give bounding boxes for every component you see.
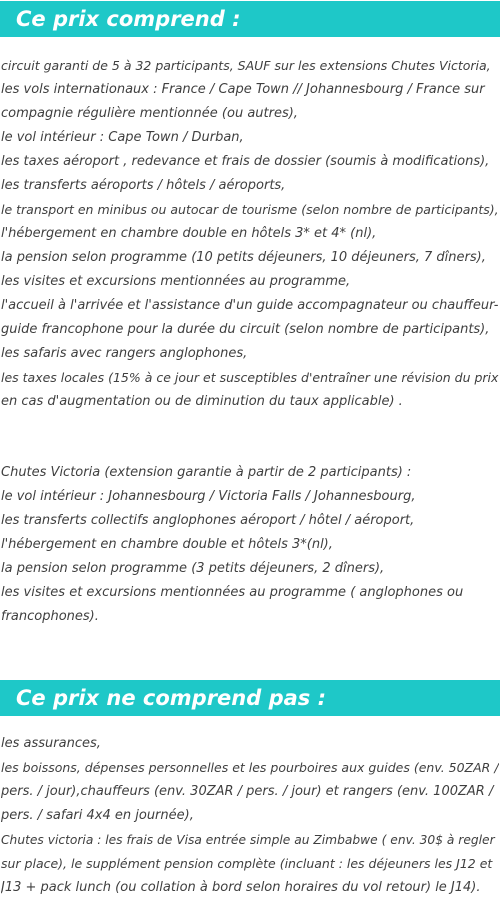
text-line: circuit garanti de 5 à 32 participants, SAUF sur les extensions Chutes Victoria, [1,58,491,73]
text-line: le vol intérieur : Johannesbourg / Victoria Falls / Johannesbourg, [1,489,416,504]
text-line: les assurances, [1,736,101,751]
excluded-section-title: Ce prix ne comprend pas : [16,686,327,710]
included-section-header [0,1,500,37]
text-line: les taxes aéroport , redevance et frais de dossier (soumis à modifications), [1,154,490,169]
text-line: les taxes locales (15% à ce jour et susceptibles d'entraîner une révision du prix [1,370,499,385]
text-line: les boissons, dépenses personnelles et les pourboires aux guides (env. 50ZAR / [1,760,499,775]
text-line: guide francophone pour la durée du circuit (selon nombre de participants), [1,322,490,337]
excluded-list [1,732,499,900]
text-line: l'hébergement en chambre double et hôtels 3*(nl), [1,537,333,552]
text-line: pers. / jour),chauffeurs (env. 30ZAR / pers. / jour) et rangers (env. 100ZAR / [1,784,494,799]
excluded-section-header [0,680,500,716]
text-line: pers. / safari 4x4 en journée), [1,808,194,823]
text-line: les vols internationaux : France / Cape Town // Johannesbourg / France sur [1,82,485,97]
text-line: la pension selon programme (10 petits déjeuners, 10 déjeuners, 7 dîners), [1,250,486,265]
text-line: les visites et excursions mentionnées au programme, [1,274,351,289]
text-line: le transport en minibus ou autocar de tourisme (selon nombre de participants), [1,202,499,217]
included-section-title: Ce prix comprend : [16,7,241,31]
text-line: les transferts aéroports / hôtels / aéroports, [1,178,286,193]
text-line: l'accueil à l'arrivée et l'assistance d'un guide accompagnateur ou chauffeur- [1,298,499,313]
text-line: le vol intérieur : Cape Town / Durban, [1,130,244,145]
text-line: l'hébergement en chambre double en hôtels 3* et 4* (nl), [1,226,377,241]
text-line: les visites et excursions mentionnées au programme ( anglophones ou [1,585,464,600]
text-line: Chutes victoria : les frais de Visa entrée simple au Zimbabwe ( env. 30$ à regler [1,833,495,847]
text-line: les safaris avec rangers anglophones, [1,346,248,361]
text-line: J13 + pack lunch (ou collation à bord selon horaires du vol retour) le J14). [1,880,481,895]
text-line: les transferts collectifs anglophones aéroport / hôtel / aéroport, [1,513,415,528]
included-list [1,54,499,414]
victoria-extension-list [1,461,499,629]
text-line: en cas d'augmentation ou de diminution du taux applicable) . [1,394,403,409]
text-line: sur place), le supplément pension complète (incluant : les déjeuners les J12 et [1,856,493,871]
text-line: la pension selon programme (3 petits déjeuners, 2 dîners), [1,561,385,576]
text-line: francophones). [1,609,99,624]
text-line: compagnie régulière mentionnée (ou autres), [1,106,298,121]
text-line: Chutes Victoria (extension garantie à partir de 2 participants) : [1,465,412,480]
